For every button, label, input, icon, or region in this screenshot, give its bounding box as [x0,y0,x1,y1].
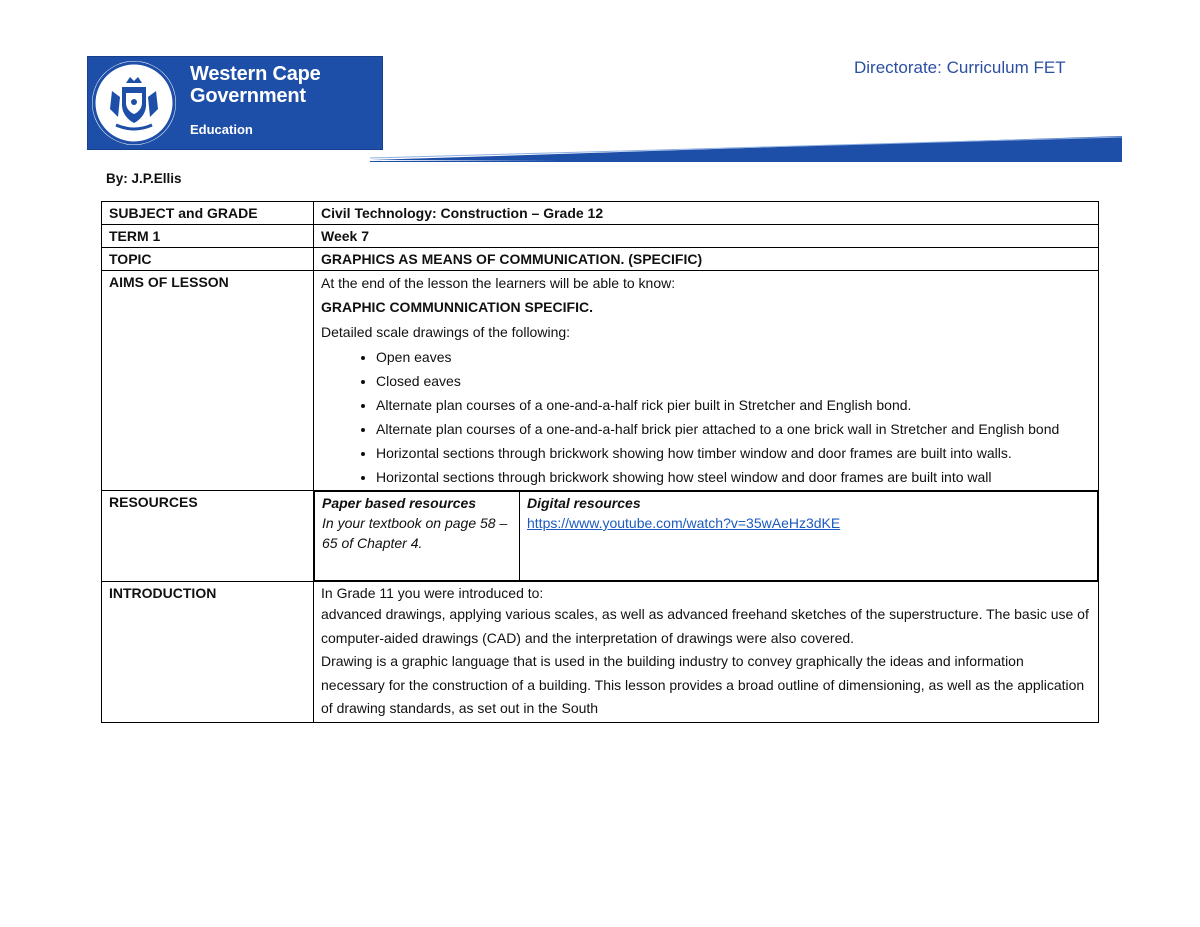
table-row [102,491,1099,582]
introduction-cell [314,582,1099,723]
logo-subtitle: Education [190,122,253,137]
digital-resources-heading: Digital resources [527,495,641,511]
table-row [102,202,1099,225]
aims-heading: GRAPHIC COMMUNNICATION SPECIFIC. [321,299,593,315]
coat-of-arms-icon [92,61,176,145]
aims-list [321,345,1091,489]
western-cape-government-logo [87,56,383,150]
table-row [102,271,1099,491]
table-row [102,582,1099,723]
logo-title-line2: Government [190,85,306,107]
intro-paragraph-2: Drawing is a graphic language that is used in the building industry to convey graphically the ideas and information necessary for the construction of a building. This lesson provides a broad outline of dimensioning, as well as the application of drawing standards, as set out in the South [321,653,1085,716]
paper-resources-heading: Paper based resources [322,495,477,511]
header-stripe [370,134,1122,162]
resources-label: RESOURCES [102,491,314,582]
paper-resources-text: In your textbook on page 58 – 65 of Chapter 4. [322,515,508,551]
topic-label: TOPIC [102,248,314,271]
lesson-plan-table [101,201,1099,723]
logo-title-line1: Western Cape [190,63,321,85]
term-value: Week 7 [314,225,1099,248]
paper-resources-cell [315,492,520,581]
subject-label: SUBJECT and GRADE [102,202,314,225]
topic-value: GRAPHICS AS MEANS OF COMMUNICATION. (SPECIFIC) [314,248,1099,271]
table-row [102,225,1099,248]
aims-subheading: Detailed scale drawings of the following: [321,324,571,340]
list-item: • Horizontal sections through brickwork showing how steel window and door frames are built into wall [376,465,1091,489]
introduction-label: INTRODUCTION [102,582,314,723]
aims-label: AIMS OF LESSON [102,271,314,491]
table-row [102,248,1099,271]
intro-line: In Grade 11 you were introduced to: [321,585,544,601]
term-label: TERM 1 [102,225,314,248]
subject-value: Civil Technology: Construction – Grade 12 [314,202,1099,225]
aims-cell [314,271,1099,491]
list-item: • Open eaves [376,345,1091,369]
author-byline: By: J.P.Ellis [106,171,182,186]
resources-subtable [314,491,1098,581]
resources-cell [314,491,1099,582]
list-item: • Closed eaves [376,369,1091,393]
youtube-resource-link[interactable]: https://www.youtube.com/watch?v=35wAeHz3dKE [527,515,841,531]
list-item: • Alternate plan courses of a one-and-a-half rick pier built in Stretcher and English bond. [376,393,1091,417]
digital-resources-cell [520,492,1098,581]
aims-intro: At the end of the lesson the learners will be able to know: [321,275,676,291]
intro-paragraph-1: advanced drawings, applying various scales, as well as advanced freehand sketches of the superstructure. The basic use of computer-aided drawings (CAD) and the interpretation of drawings were also covered. [321,606,1089,646]
directorate-label: Directorate: Curriculum FET [854,58,1066,77]
list-item: • Horizontal sections through brickwork showing how timber window and door frames are built into walls. [376,441,1091,465]
list-item: • Alternate plan courses of a one-and-a-half brick pier attached to a one brick wall in Stretcher and English bond [376,417,1091,441]
